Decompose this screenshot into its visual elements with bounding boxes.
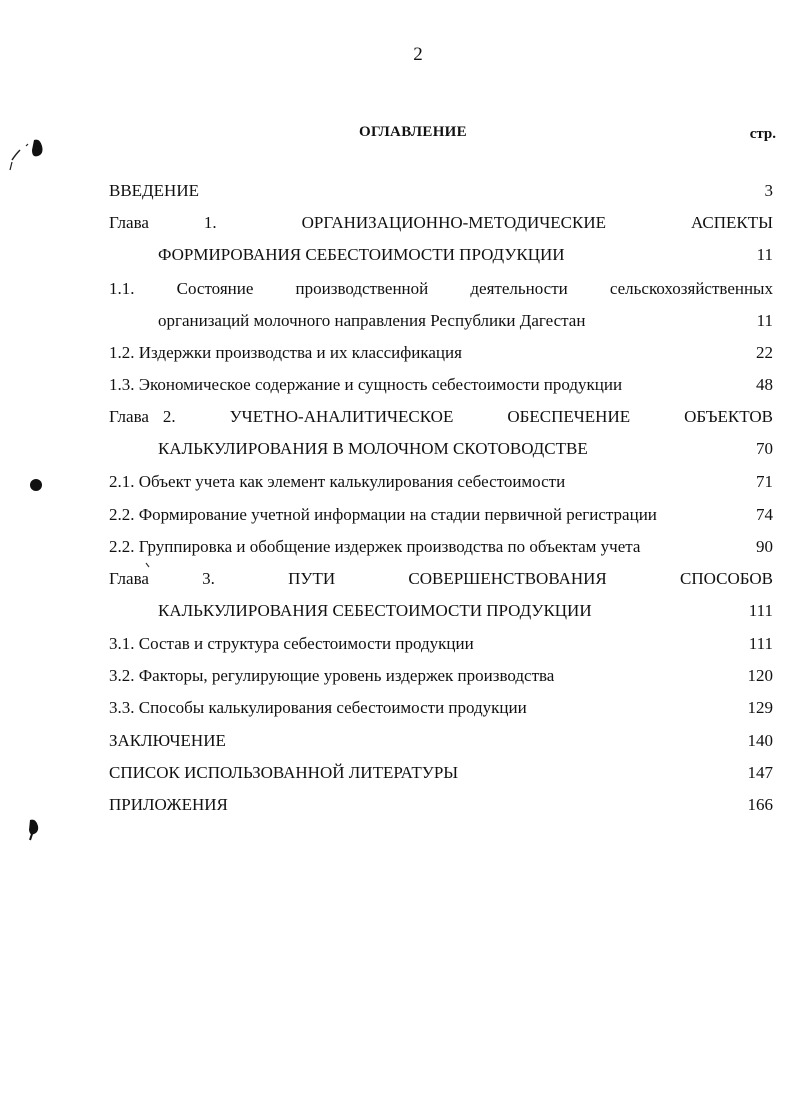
toc-entry-text: 1.2. Издержки производства и их классификация <box>109 343 462 362</box>
toc-entry-page: 70 <box>756 439 773 458</box>
toc-word: АСПЕКТЫ <box>690 213 773 232</box>
toc-entry-text: КАЛЬКУЛИРОВАНИЯ СЕБЕСТОИМОСТИ ПРОДУКЦИИ <box>158 601 592 620</box>
scan-speck-top-left <box>10 140 43 170</box>
toc-entry-text: ЗАКЛЮЧЕНИЕ <box>109 731 226 750</box>
toc-entry-text: ПРИЛОЖЕНИЯ <box>109 795 228 814</box>
toc-entry-text: ФОРМИРОВАНИЯ СЕБЕСТОИМОСТИ ПРОДУКЦИИ <box>158 245 565 264</box>
toc-entry-page: 48 <box>756 375 773 394</box>
toc-entry-page: 90 <box>756 537 773 556</box>
toc-word: Глава <box>109 569 149 588</box>
toc-entry-text: 2.2. Группировка и обобщение издержек производства по объектам учета <box>109 537 641 556</box>
toc-word: производственной <box>295 279 429 298</box>
toc-entry-page: 22 <box>756 343 773 362</box>
page-number: 2 <box>413 44 423 65</box>
toc-word: Состояние <box>176 279 254 298</box>
toc-entry-text: организаций молочного направления Республики Дагестан <box>158 311 586 330</box>
toc-word: 2. <box>162 407 176 426</box>
toc-entry-text: 1.3. Экономическое содержание и сущность себестоимости продукции <box>109 375 623 394</box>
toc-entry-page: 111 <box>748 634 773 653</box>
toc-entry-page: 11 <box>756 245 773 264</box>
toc-entry-text: 3.2. Факторы, регулирующие уровень издержек производства <box>109 666 555 685</box>
toc-word: ОБЕСПЕЧЕНИЕ <box>507 407 631 426</box>
toc-entry-text: 3.3. Способы калькулирования себестоимости продукции <box>109 698 527 717</box>
toc-word: ОБЪЕКТОВ <box>684 407 773 426</box>
toc-entry-page: 74 <box>756 505 773 524</box>
scan-speck-bottom-left <box>29 820 38 840</box>
toc-entry-page: 129 <box>747 698 773 717</box>
toc-title: ОГЛАВЛЕНИЕ <box>359 124 467 140</box>
page-column-header: стр. <box>749 126 776 142</box>
toc-word: 3. <box>202 569 215 588</box>
toc-entry-text: ВВЕДЕНИЕ <box>109 181 199 200</box>
toc-word: Глава <box>109 407 149 426</box>
toc-entry-text: 3.1. Состав и структура себестоимости продукции <box>109 634 474 653</box>
toc-entry-page: 71 <box>756 472 773 491</box>
toc-entry-page: 11 <box>756 311 773 330</box>
toc-entry-page: 111 <box>748 601 773 620</box>
toc-entry-text: КАЛЬКУЛИРОВАНИЯ В МОЛОЧНОМ СКОТОВОДСТВЕ <box>158 439 588 458</box>
toc-entry-text: СПИСОК ИСПОЛЬЗОВАННОЙ ЛИТЕРАТУРЫ <box>109 763 459 782</box>
toc-entry-text: 2.2. Формирование учетной информации на стадии первичной регистрации <box>109 505 657 524</box>
toc-entry-page: 120 <box>747 666 773 685</box>
toc-word: УЧЕТНО-АНАЛИТИЧЕСКОЕ <box>229 407 454 426</box>
toc-entry-page: 3 <box>764 181 773 200</box>
scan-speck-tick <box>146 563 149 567</box>
toc-word: сельскохозяйственных <box>609 279 773 298</box>
toc-entry-page: 166 <box>747 795 773 814</box>
toc-word: СПОСОБОВ <box>680 569 773 588</box>
scan-speck-left <box>30 479 42 491</box>
toc-word: 1. <box>203 213 217 232</box>
toc-word: ПУТИ <box>288 569 336 588</box>
toc-word: ОРГАНИЗАЦИОННО-МЕТОДИЧЕСКИЕ <box>301 213 607 232</box>
toc-entry-text: 2.1. Объект учета как элемент калькулирования себестоимости <box>109 472 566 491</box>
toc-word: деятельности <box>470 279 568 298</box>
toc-word: СОВЕРШЕНСТВОВАНИЯ <box>408 569 607 588</box>
toc-word: Глава <box>109 213 149 232</box>
toc-word: 1.1. <box>109 279 135 298</box>
toc-entry-page: 147 <box>747 763 773 782</box>
toc-entry-page: 140 <box>747 731 773 750</box>
